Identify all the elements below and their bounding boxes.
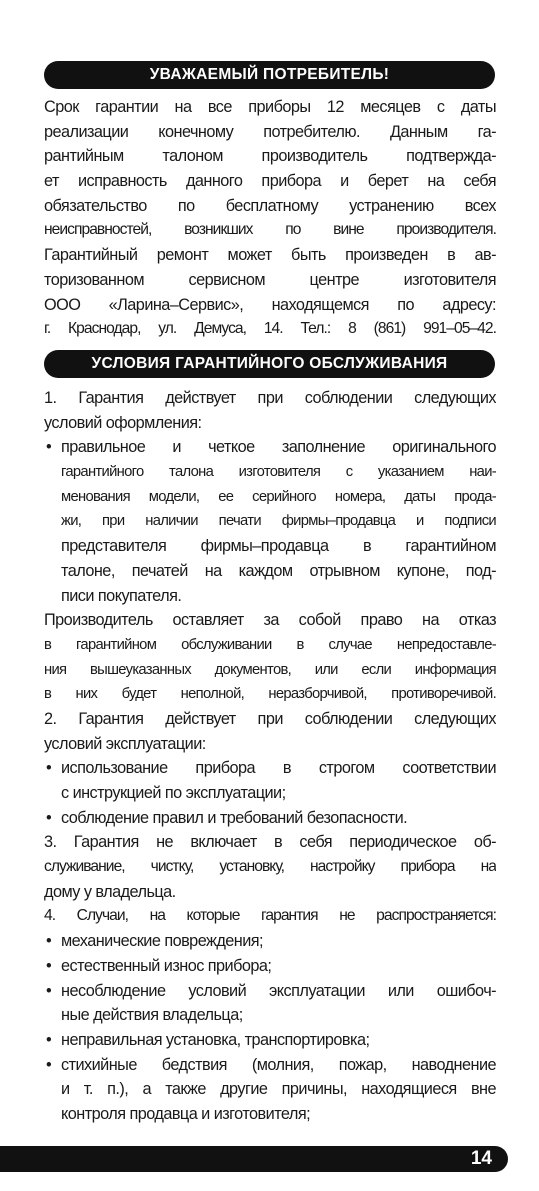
bullet-item: • несоблюдение условий эксплуатации или ошибоч- bbox=[44, 979, 496, 1004]
footer-bar bbox=[0, 1146, 508, 1172]
text-line: Срок гарантии на все приборы 12 месяцев с даты bbox=[44, 98, 496, 116]
text-line: г. Краснодар, ул. Демуса, 14. Тел.: 8 (861) 991–05–42. bbox=[44, 320, 496, 338]
page-number: 14 bbox=[470, 1148, 492, 1169]
bullet-item: • использование прибора в строгом соответствии bbox=[44, 756, 496, 781]
bullet-continuation: представителя фирмы–продавца в гарантийном bbox=[61, 537, 496, 556]
text-line: служивание, чистку, установку, настройку прибора на bbox=[44, 858, 496, 876]
bullet-continuation: писи покупателя. bbox=[61, 586, 182, 605]
text-line: условий эксплуатации: bbox=[44, 734, 206, 753]
text-line: ния вышеуказанных документов, или если информация bbox=[44, 661, 496, 678]
text-line: дому у владельца. bbox=[44, 882, 176, 901]
bullet-continuation: ные действия владельца; bbox=[61, 1006, 243, 1025]
bullet-continuation: жи, при наличии печати фирмы–продавца и подписи bbox=[61, 513, 496, 530]
text-line: ет исправность данного прибора и берет на себя bbox=[44, 172, 496, 191]
text-line: 3. Гарантия не включает в себя периодическое об- bbox=[44, 833, 496, 852]
text-line: обязательство по бесплатному устранению всех bbox=[44, 196, 496, 215]
text-line: неисправностей, возникших по вине производителя. bbox=[44, 221, 496, 239]
bullet-continuation: менования модели, ее серийного номера, даты прода- bbox=[61, 488, 496, 505]
bullet-continuation: талоне, печатей на каждом отрывном купоне, под- bbox=[61, 561, 496, 580]
bullet-continuation: контроля продавца и изготовителя; bbox=[61, 1104, 311, 1123]
text-line: торизованном сервисном центре изготовителя bbox=[44, 270, 496, 289]
bullet-item: • правильное и четкое заполнение оригинального bbox=[44, 435, 496, 460]
bullet-item: • стихийные бедствия (молния, пожар, наводнение bbox=[44, 1053, 496, 1078]
text-line: условий оформления: bbox=[44, 413, 202, 432]
text-line: в гарантийном обслуживании в случае непредоставле- bbox=[44, 636, 496, 653]
warranty-conditions-list bbox=[44, 386, 496, 1127]
text-line: рантийным талоном производитель подтвержда- bbox=[44, 147, 496, 166]
bullet-item: • соблюдение правил и требований безопасности. bbox=[44, 806, 496, 831]
warranty-intro-paragraph bbox=[44, 95, 496, 342]
text-line: реализации конечному потребителю. Данным га- bbox=[44, 122, 496, 141]
bullet-continuation: гарантийного талона изготовителя с указанием наи- bbox=[61, 464, 496, 481]
text-line: ООО «Ларина–Сервис», находящемся по адресу: bbox=[44, 295, 496, 314]
bullet-item: • естественный износ прибора; bbox=[44, 954, 496, 979]
section-title-dear-consumer: УВАЖАЕМЫЙ ПОТРЕБИТЕЛЬ! bbox=[44, 61, 495, 89]
bullet-item: • механические повреждения; bbox=[44, 929, 496, 954]
text-line: Производитель оставляет за собой право на отказ bbox=[44, 611, 496, 630]
text-line: 1. Гарантия действует при соблюдении следующих bbox=[44, 389, 496, 407]
text-line: в них будет неполной, неразборчивой, противоречивой. bbox=[44, 686, 496, 703]
section-title-warranty-conditions: УСЛОВИЯ ГАРАНТИЙНОГО ОБСЛУЖИВАНИЯ bbox=[44, 350, 495, 378]
text-line: Гарантийный ремонт может быть произведен в ав- bbox=[44, 246, 496, 265]
bullet-continuation: с инструкцией по эксплуатации; bbox=[61, 784, 286, 802]
text-line: 4. Случаи, на которые гарантия не распространяется: bbox=[44, 907, 496, 925]
bullet-item: • неправильная установка, транспортировка; bbox=[44, 1028, 496, 1053]
text-line: 2. Гарантия действует при соблюдении следующих bbox=[44, 709, 496, 728]
bullet-continuation: и т. п.), а также другие причины, находящиеся вне bbox=[61, 1080, 496, 1099]
